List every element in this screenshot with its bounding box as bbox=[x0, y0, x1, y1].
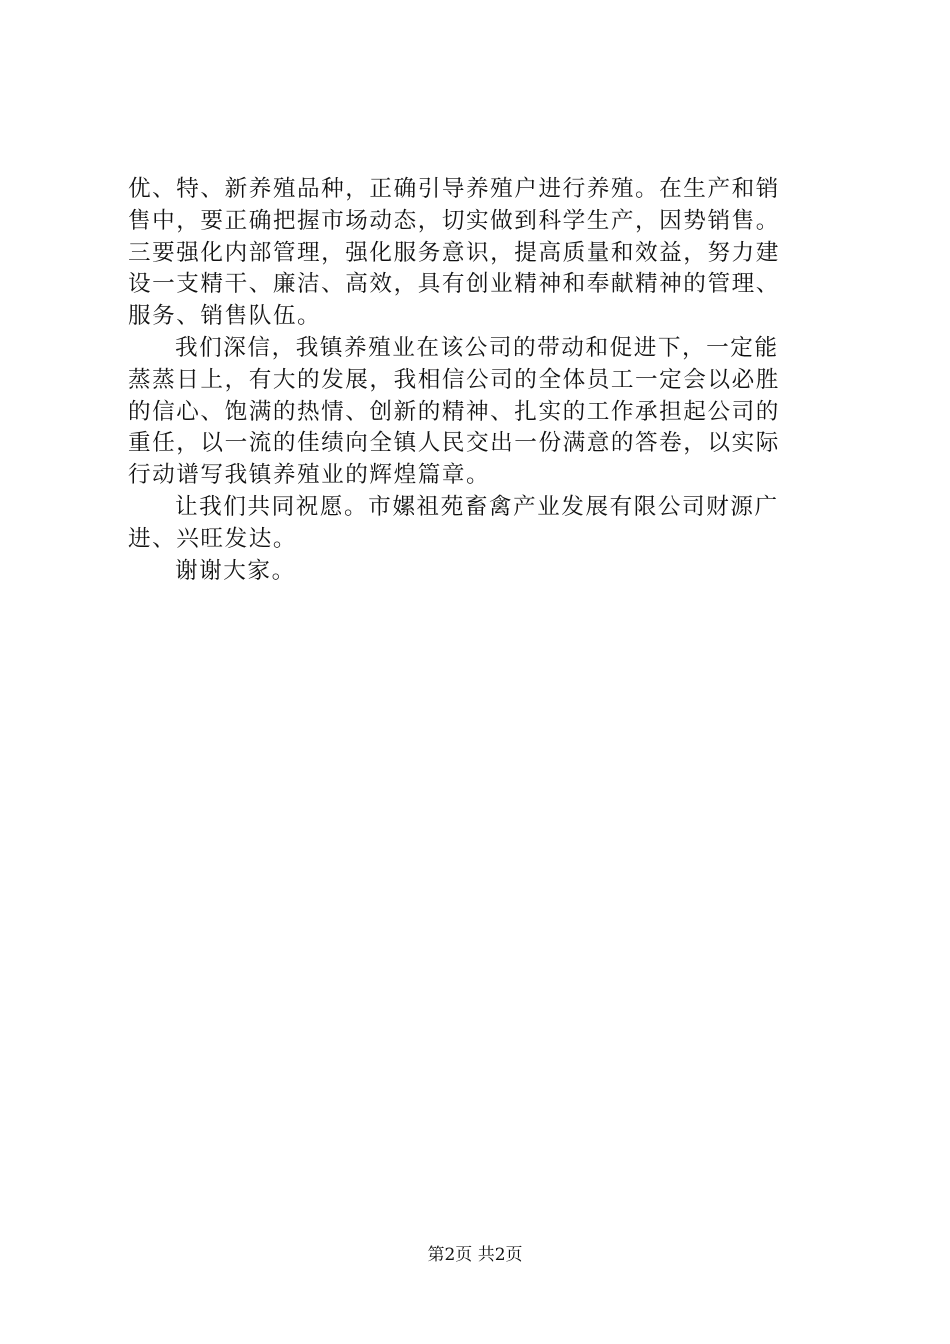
text-line: 服务、销售队伍。 bbox=[128, 303, 322, 330]
text-line: 行动谱写我镇养殖业的辉煌篇章。 bbox=[128, 462, 491, 489]
text-line: 蒸蒸日上，有大的发展，我相信公司的全体员工一定会以必胜 bbox=[128, 366, 780, 393]
text-line: 三要强化内部管理，强化服务意识，提高质量和效益，努力建 bbox=[128, 239, 780, 266]
paragraph-start-line: 让我们共同祝愿。市嫘祖苑畜禽产业发展有限公司财源广 bbox=[175, 493, 779, 520]
text-line: 售中，要正确把握市场动态，切实做到科学生产，因势销售。 bbox=[128, 207, 780, 234]
text-line: 优、特、新养殖品种，正确引导养殖户进行养殖。在生产和销 bbox=[128, 176, 780, 202]
text-line: 进、兴旺发达。 bbox=[128, 525, 298, 552]
page-number: 第2页 共2页 bbox=[427, 1245, 523, 1265]
paragraph-start-line: 谢谢大家。 bbox=[175, 557, 296, 584]
paragraph-start-line: 我们深信，我镇养殖业在该公司的带动和促进下，一定能 bbox=[175, 334, 779, 361]
document-body bbox=[128, 174, 832, 587]
text-line: 设一支精干、廉洁、高效，具有创业精神和奉献精神的管理、 bbox=[128, 271, 780, 298]
text-line: 的信心、饱满的热情、创新的精神、扎实的工作承担起公司的 bbox=[128, 398, 780, 425]
text-line: 重任，以一流的佳绩向全镇人民交出一份满意的答卷，以实际 bbox=[128, 430, 780, 457]
page-footer bbox=[0, 1244, 950, 1266]
